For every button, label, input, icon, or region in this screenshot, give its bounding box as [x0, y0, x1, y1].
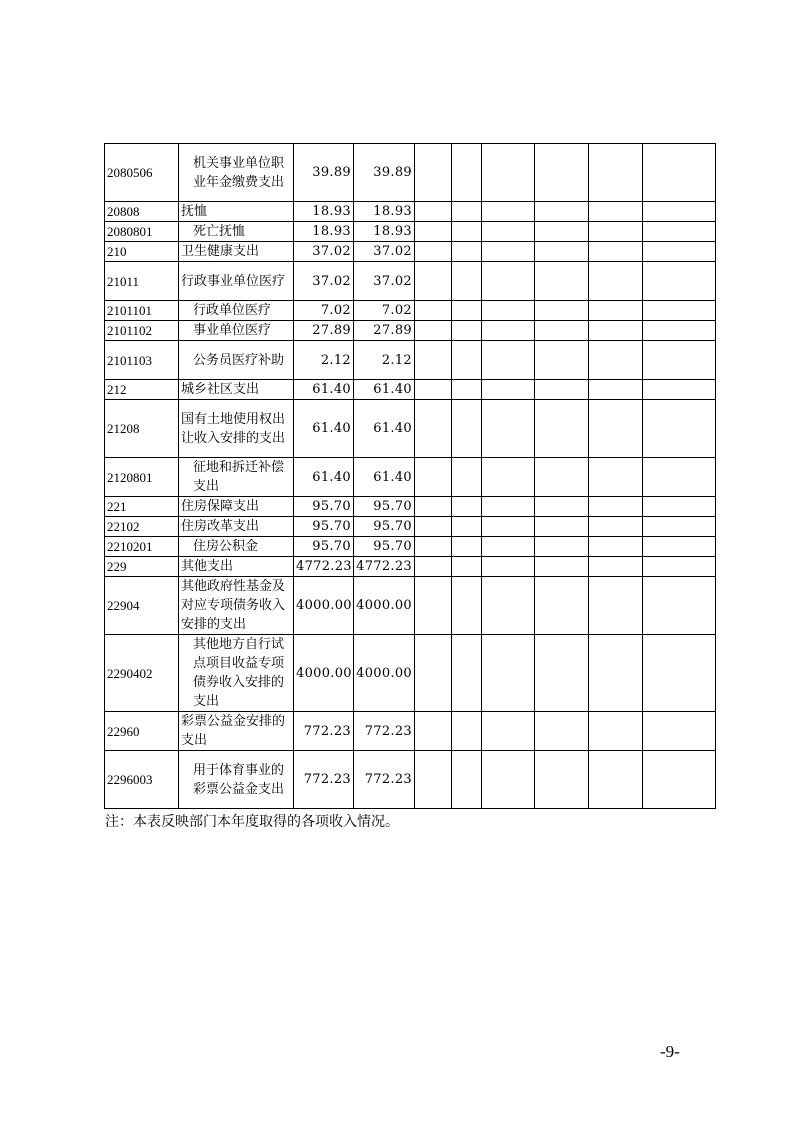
- table-row: [105, 577, 716, 635]
- empty-cell: [535, 380, 589, 400]
- row-fiscal-amount: 37.02: [354, 262, 415, 301]
- row-fiscal-amount: 7.02: [354, 301, 415, 321]
- row-total: 39.89: [294, 144, 354, 202]
- row-fiscal-amount: 95.70: [354, 537, 415, 557]
- empty-cell: [643, 557, 716, 577]
- table-row: [105, 712, 716, 751]
- empty-cell: [535, 202, 589, 222]
- empty-cell: [482, 557, 535, 577]
- empty-cell: [643, 202, 716, 222]
- row-fiscal-amount: 39.89: [354, 144, 415, 202]
- row-name: 抚恤: [179, 202, 294, 222]
- empty-cell: [643, 321, 716, 341]
- row-code: 210: [105, 242, 179, 262]
- empty-cell: [589, 537, 643, 557]
- empty-cell: [452, 458, 482, 497]
- row-fiscal-amount: 61.40: [354, 400, 415, 458]
- table-row: [105, 537, 716, 557]
- row-name: 行政事业单位医疗: [179, 262, 294, 301]
- empty-cell: [415, 497, 452, 517]
- empty-cell: [589, 577, 643, 635]
- row-fiscal-amount: 2.12: [354, 341, 415, 380]
- row-total: 4772.23: [294, 557, 354, 577]
- row-total: 772.23: [294, 751, 354, 809]
- empty-cell: [415, 144, 452, 202]
- empty-cell: [643, 537, 716, 557]
- row-name: 住房公积金: [179, 537, 294, 557]
- row-fiscal-amount: 18.93: [354, 222, 415, 242]
- row-total: 37.02: [294, 262, 354, 301]
- row-fiscal-amount: 61.40: [354, 458, 415, 497]
- table-row: [105, 557, 716, 577]
- empty-cell: [415, 537, 452, 557]
- empty-cell: [589, 497, 643, 517]
- row-total: 61.40: [294, 380, 354, 400]
- empty-cell: [535, 242, 589, 262]
- empty-cell: [482, 380, 535, 400]
- table-row: [105, 635, 716, 712]
- empty-cell: [482, 517, 535, 537]
- row-total: 18.93: [294, 202, 354, 222]
- empty-cell: [482, 751, 535, 809]
- empty-cell: [452, 380, 482, 400]
- empty-cell: [589, 262, 643, 301]
- empty-cell: [643, 712, 716, 751]
- row-fiscal-amount: 772.23: [354, 712, 415, 751]
- row-total: 4000.00: [294, 577, 354, 635]
- empty-cell: [452, 242, 482, 262]
- empty-cell: [643, 458, 716, 497]
- empty-cell: [415, 380, 452, 400]
- row-code: 21011: [105, 262, 179, 301]
- empty-cell: [643, 635, 716, 712]
- empty-cell: [589, 222, 643, 242]
- empty-cell: [643, 400, 716, 458]
- row-code: 21208: [105, 400, 179, 458]
- empty-cell: [643, 341, 716, 380]
- table-row: [105, 222, 716, 242]
- empty-cell: [452, 222, 482, 242]
- row-name: 用于体育事业的彩票公益金支出: [179, 751, 294, 809]
- empty-cell: [415, 712, 452, 751]
- empty-cell: [482, 497, 535, 517]
- row-code: 2290402: [105, 635, 179, 712]
- row-total: 95.70: [294, 537, 354, 557]
- row-total: 61.40: [294, 458, 354, 497]
- row-fiscal-amount: 37.02: [354, 242, 415, 262]
- table-row: [105, 400, 716, 458]
- empty-cell: [415, 458, 452, 497]
- row-name: 其他政府性基金及对应专项债务收入安排的支出: [179, 577, 294, 635]
- table-row: [105, 144, 716, 202]
- empty-cell: [452, 400, 482, 458]
- empty-cell: [452, 557, 482, 577]
- empty-cell: [643, 144, 716, 202]
- row-name: 征地和拆迁补偿支出: [179, 458, 294, 497]
- empty-cell: [482, 222, 535, 242]
- row-code: 2101101: [105, 301, 179, 321]
- empty-cell: [482, 262, 535, 301]
- empty-cell: [452, 144, 482, 202]
- empty-cell: [589, 242, 643, 262]
- empty-cell: [415, 577, 452, 635]
- row-name: 彩票公益金安排的支出: [179, 712, 294, 751]
- row-name: 住房保障支出: [179, 497, 294, 517]
- empty-cell: [482, 537, 535, 557]
- page-number: -9-: [660, 1042, 680, 1061]
- empty-cell: [535, 635, 589, 712]
- table-note: 注：本表反映部门本年度取得的各项收入情况。: [105, 814, 399, 830]
- empty-cell: [535, 222, 589, 242]
- empty-cell: [535, 557, 589, 577]
- empty-cell: [415, 202, 452, 222]
- empty-cell: [452, 635, 482, 712]
- empty-cell: [535, 751, 589, 809]
- empty-cell: [535, 517, 589, 537]
- empty-cell: [452, 517, 482, 537]
- empty-cell: [535, 400, 589, 458]
- empty-cell: [452, 202, 482, 222]
- empty-cell: [482, 242, 535, 262]
- row-total: 95.70: [294, 517, 354, 537]
- table-row: [105, 262, 716, 301]
- empty-cell: [415, 635, 452, 712]
- row-name: 行政单位医疗: [179, 301, 294, 321]
- row-total: 772.23: [294, 712, 354, 751]
- empty-cell: [643, 301, 716, 321]
- empty-cell: [482, 202, 535, 222]
- row-name: 事业单位医疗: [179, 321, 294, 341]
- empty-cell: [415, 517, 452, 537]
- table-body: [105, 144, 716, 809]
- row-name: 其他地方自行试点项目收益专项债券收入安排的支出: [179, 635, 294, 712]
- row-fiscal-amount: 4000.00: [354, 577, 415, 635]
- row-code: 20808: [105, 202, 179, 222]
- row-code: 2080506: [105, 144, 179, 202]
- empty-cell: [452, 577, 482, 635]
- empty-cell: [415, 242, 452, 262]
- empty-cell: [415, 301, 452, 321]
- row-total: 4000.00: [294, 635, 354, 712]
- table-row: [105, 517, 716, 537]
- empty-cell: [452, 751, 482, 809]
- empty-cell: [589, 751, 643, 809]
- row-fiscal-amount: 4000.00: [354, 635, 415, 712]
- table-row: [105, 380, 716, 400]
- row-fiscal-amount: 27.89: [354, 321, 415, 341]
- row-total: 95.70: [294, 497, 354, 517]
- empty-cell: [482, 577, 535, 635]
- empty-cell: [589, 301, 643, 321]
- row-name: 死亡抚恤: [179, 222, 294, 242]
- empty-cell: [589, 400, 643, 458]
- empty-cell: [535, 458, 589, 497]
- empty-cell: [415, 341, 452, 380]
- row-total: 18.93: [294, 222, 354, 242]
- row-fiscal-amount: 18.93: [354, 202, 415, 222]
- empty-cell: [535, 712, 589, 751]
- table-row: [105, 751, 716, 809]
- empty-cell: [482, 712, 535, 751]
- empty-cell: [482, 400, 535, 458]
- empty-cell: [589, 341, 643, 380]
- empty-cell: [643, 517, 716, 537]
- row-code: 2080801: [105, 222, 179, 242]
- empty-cell: [415, 557, 452, 577]
- row-total: 61.40: [294, 400, 354, 458]
- row-name: 机关事业单位职业年金缴费支出: [179, 144, 294, 202]
- empty-cell: [452, 497, 482, 517]
- row-code: 2101102: [105, 321, 179, 341]
- table-row: [105, 341, 716, 380]
- empty-cell: [643, 262, 716, 301]
- empty-cell: [415, 751, 452, 809]
- empty-cell: [482, 301, 535, 321]
- empty-cell: [482, 341, 535, 380]
- row-total: 7.02: [294, 301, 354, 321]
- empty-cell: [415, 262, 452, 301]
- empty-cell: [452, 301, 482, 321]
- empty-cell: [589, 635, 643, 712]
- row-name: 住房改革支出: [179, 517, 294, 537]
- empty-cell: [589, 144, 643, 202]
- empty-cell: [535, 341, 589, 380]
- empty-cell: [482, 635, 535, 712]
- row-code: 22102: [105, 517, 179, 537]
- empty-cell: [452, 321, 482, 341]
- empty-cell: [643, 577, 716, 635]
- table-row: [105, 301, 716, 321]
- empty-cell: [643, 497, 716, 517]
- empty-cell: [589, 321, 643, 341]
- budget-table: [104, 143, 716, 809]
- empty-cell: [643, 380, 716, 400]
- row-code: 2210201: [105, 537, 179, 557]
- row-name: 城乡社区支出: [179, 380, 294, 400]
- row-total: 37.02: [294, 242, 354, 262]
- empty-cell: [643, 751, 716, 809]
- empty-cell: [415, 321, 452, 341]
- empty-cell: [589, 380, 643, 400]
- row-code: 229: [105, 557, 179, 577]
- empty-cell: [589, 712, 643, 751]
- row-code: 2101103: [105, 341, 179, 380]
- empty-cell: [415, 222, 452, 242]
- row-code: 22960: [105, 712, 179, 751]
- empty-cell: [535, 321, 589, 341]
- row-code: 22904: [105, 577, 179, 635]
- row-name: 其他支出: [179, 557, 294, 577]
- table-row: [105, 497, 716, 517]
- table-row: [105, 242, 716, 262]
- row-fiscal-amount: 61.40: [354, 380, 415, 400]
- row-fiscal-amount: 95.70: [354, 517, 415, 537]
- empty-cell: [535, 497, 589, 517]
- empty-cell: [535, 537, 589, 557]
- row-fiscal-amount: 4772.23: [354, 557, 415, 577]
- empty-cell: [589, 517, 643, 537]
- empty-cell: [452, 341, 482, 380]
- table-row: [105, 202, 716, 222]
- empty-cell: [535, 577, 589, 635]
- empty-cell: [482, 321, 535, 341]
- row-name: 公务员医疗补助: [179, 341, 294, 380]
- empty-cell: [589, 202, 643, 222]
- row-name: 卫生健康支出: [179, 242, 294, 262]
- empty-cell: [482, 144, 535, 202]
- table-row: [105, 321, 716, 341]
- row-code: 2120801: [105, 458, 179, 497]
- row-code: 212: [105, 380, 179, 400]
- empty-cell: [482, 458, 535, 497]
- row-total: 2.12: [294, 341, 354, 380]
- empty-cell: [535, 262, 589, 301]
- row-code: 221: [105, 497, 179, 517]
- empty-cell: [415, 400, 452, 458]
- empty-cell: [535, 144, 589, 202]
- row-total: 27.89: [294, 321, 354, 341]
- row-fiscal-amount: 772.23: [354, 751, 415, 809]
- empty-cell: [452, 262, 482, 301]
- empty-cell: [452, 537, 482, 557]
- empty-cell: [452, 712, 482, 751]
- empty-cell: [535, 301, 589, 321]
- row-fiscal-amount: 95.70: [354, 497, 415, 517]
- table-row: [105, 458, 716, 497]
- empty-cell: [589, 458, 643, 497]
- empty-cell: [643, 222, 716, 242]
- empty-cell: [643, 242, 716, 262]
- row-name: 国有土地使用权出让收入安排的支出: [179, 400, 294, 458]
- row-code: 2296003: [105, 751, 179, 809]
- empty-cell: [589, 557, 643, 577]
